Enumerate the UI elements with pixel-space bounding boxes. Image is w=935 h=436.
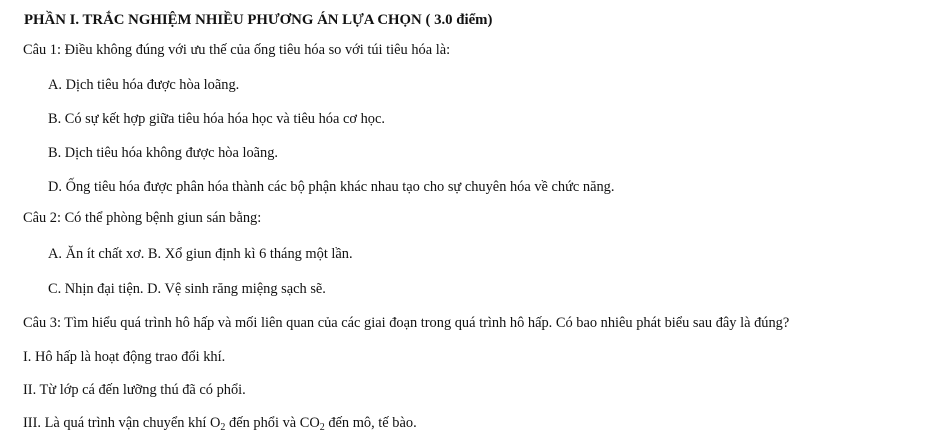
question-1: Câu 1: Điều không đúng với ưu thế của ống tiêu hóa so với túi tiêu hóa là: (23, 42, 451, 58)
q3-statement-2: II. Từ lớp cá đến lưỡng thú đã có phổi. (23, 382, 246, 398)
q2-options-line-1: A. Ăn ít chất xơ. B. Xổ giun định kì 6 tháng một lần. (48, 246, 353, 262)
q3-statement-3-part-1: III. Là quá trình vận chuyển khí O (23, 415, 221, 431)
q3-statement-3-part-3: đến mô, tế bào. (324, 415, 417, 431)
question-3: Câu 3: Tìm hiểu quá trình hô hấp và mối liên quan của các giai đoạn trong quá trình hô hấp. Có bao nhiêu phát biểu sau đây là đúng? (23, 315, 790, 331)
q3-statement-1: I. Hô hấp là hoạt động trao đổi khí. (23, 349, 226, 365)
q2-options-line-2: C. Nhịn đại tiện. D. Vệ sinh răng miệng sạch sẽ. (48, 281, 326, 297)
q1-option-b: B. Có sự kết hợp giữa tiêu hóa hóa học và tiêu hóa cơ học. (48, 111, 385, 127)
question-2: Câu 2: Có thể phòng bệnh giun sán bằng: (23, 210, 262, 226)
section-title: PHẦN I. TRẮC NGHIỆM NHIỀU PHƯƠNG ÁN LỰA CHỌN ( 3.0 điểm) (24, 12, 493, 28)
oxygen-subscript: 2 (220, 422, 226, 433)
q1-option-a: A. Dịch tiêu hóa được hòa loãng. (48, 77, 240, 93)
co2-subscript: 2 (319, 422, 325, 433)
q1-option-c: B. Dịch tiêu hóa không được hòa loãng. (48, 145, 279, 161)
q3-statement-3 (23, 414, 417, 432)
q3-statement-3-part-2: đến phổi và CO (225, 415, 320, 431)
q1-option-d: D. Ống tiêu hóa được phân hóa thành các bộ phận khác nhau tạo cho sự chuyên hóa về chức năng. (48, 179, 615, 195)
